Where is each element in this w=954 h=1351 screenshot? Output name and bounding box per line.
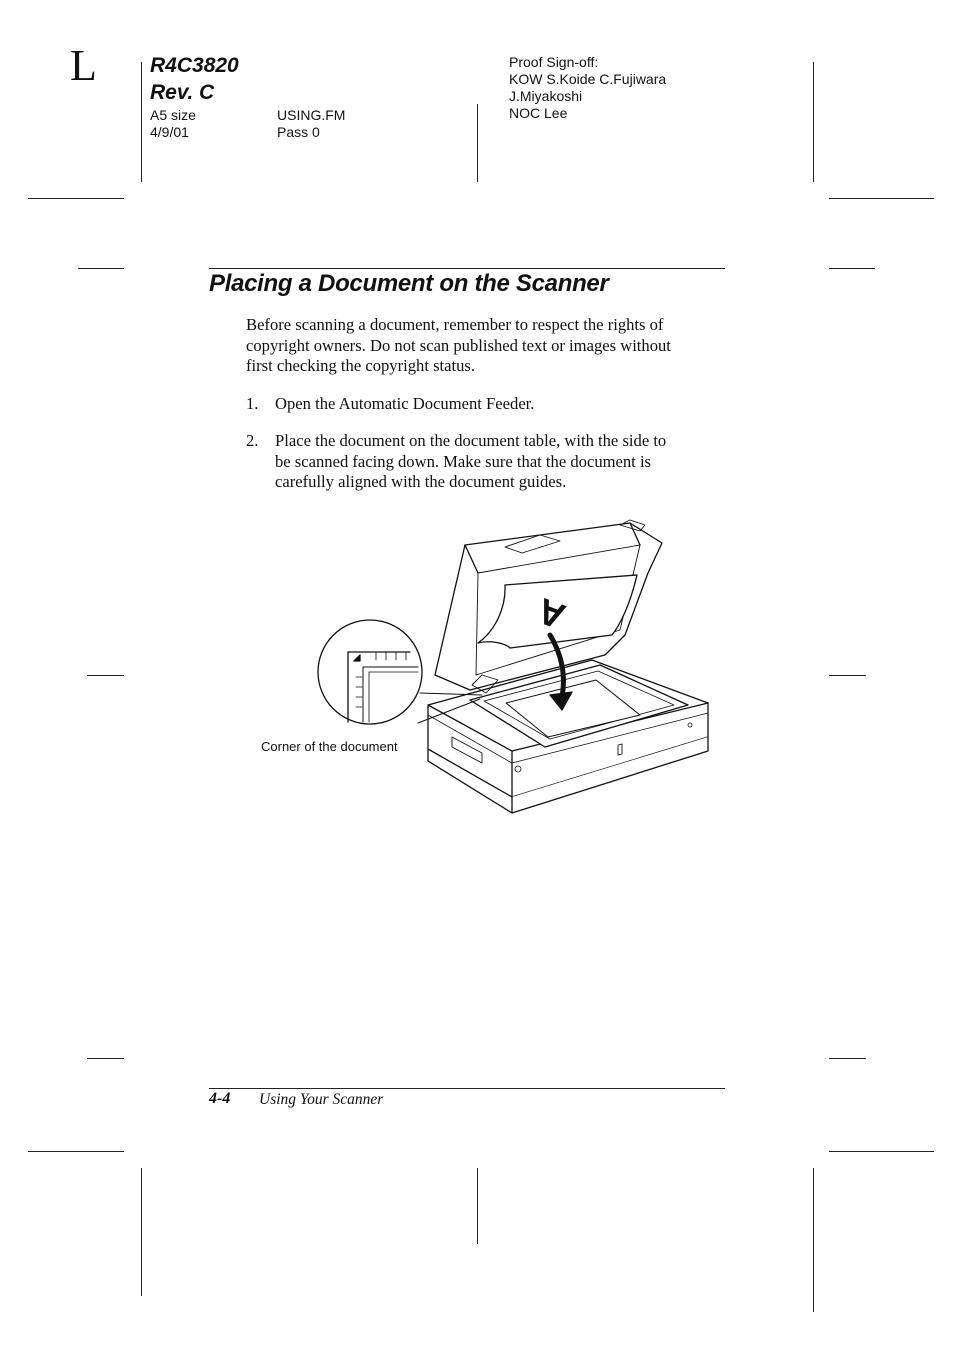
crop-mark xyxy=(87,675,124,676)
crop-mark xyxy=(829,268,875,269)
crop-mark xyxy=(813,1168,814,1312)
text-line: carefully aligned with the document guides. xyxy=(275,472,567,491)
crop-mark xyxy=(829,1151,934,1152)
crop-mark xyxy=(477,1168,478,1244)
model-number: R4C3820 xyxy=(150,54,239,77)
crop-mark xyxy=(28,198,124,199)
title-rule xyxy=(209,268,725,269)
proof-line: KOW S.Koide C.Fujiwara xyxy=(509,71,667,87)
file-name: USING.FM xyxy=(277,107,346,123)
corner-callout xyxy=(318,620,422,724)
proof-label: Proof Sign-off: xyxy=(509,54,599,70)
pass: Pass 0 xyxy=(277,124,320,140)
step-number: 2. xyxy=(246,431,259,450)
proof-line: J.Miyakoshi xyxy=(509,88,583,104)
crop-mark xyxy=(813,62,814,182)
figure-caption: Corner of the document xyxy=(261,739,398,754)
crop-mark xyxy=(28,1151,124,1152)
crop-mark xyxy=(829,675,866,676)
document-letter: A xyxy=(531,590,571,638)
corner-letter: L xyxy=(70,41,97,90)
intro-paragraph xyxy=(246,315,736,377)
section-title: Placing a Document on the Scanner xyxy=(209,270,609,297)
text-line: Place the document on the document table, with the side to xyxy=(275,431,667,450)
crop-mark xyxy=(78,268,124,269)
crop-mark xyxy=(829,198,934,199)
proof-signoff xyxy=(509,54,666,122)
chapter-title: Using Your Scanner xyxy=(259,1091,384,1108)
crop-mark xyxy=(141,1168,142,1296)
crop-mark xyxy=(829,1058,866,1059)
page-number: 4-4 xyxy=(209,1090,231,1107)
step-number: 1. xyxy=(246,394,259,413)
model-block xyxy=(150,52,239,106)
text-line: Open the Automatic Document Feeder. xyxy=(275,394,535,413)
size-date xyxy=(150,107,196,141)
crop-mark xyxy=(477,104,478,182)
text-line: Before scanning a document, remember to respect the rights of xyxy=(246,315,664,334)
crop-mark xyxy=(87,1058,124,1059)
text-line: be scanned facing down. Make sure that the document is xyxy=(275,451,652,471)
crop-mark xyxy=(141,62,142,182)
step-text xyxy=(275,431,735,493)
text-line: first checking the copyright status. xyxy=(246,356,476,375)
scanner-illustration xyxy=(300,515,720,820)
footer-rule xyxy=(209,1088,725,1089)
step-text xyxy=(275,394,735,415)
proof-line: NOC Lee xyxy=(509,105,568,121)
date: 4/9/01 xyxy=(150,124,189,140)
paper-size: A5 size xyxy=(150,107,196,123)
file-pass xyxy=(277,107,345,141)
text-line: copyright owners. Do not scan published text or images without xyxy=(246,335,671,355)
revision: Rev. C xyxy=(150,81,215,104)
